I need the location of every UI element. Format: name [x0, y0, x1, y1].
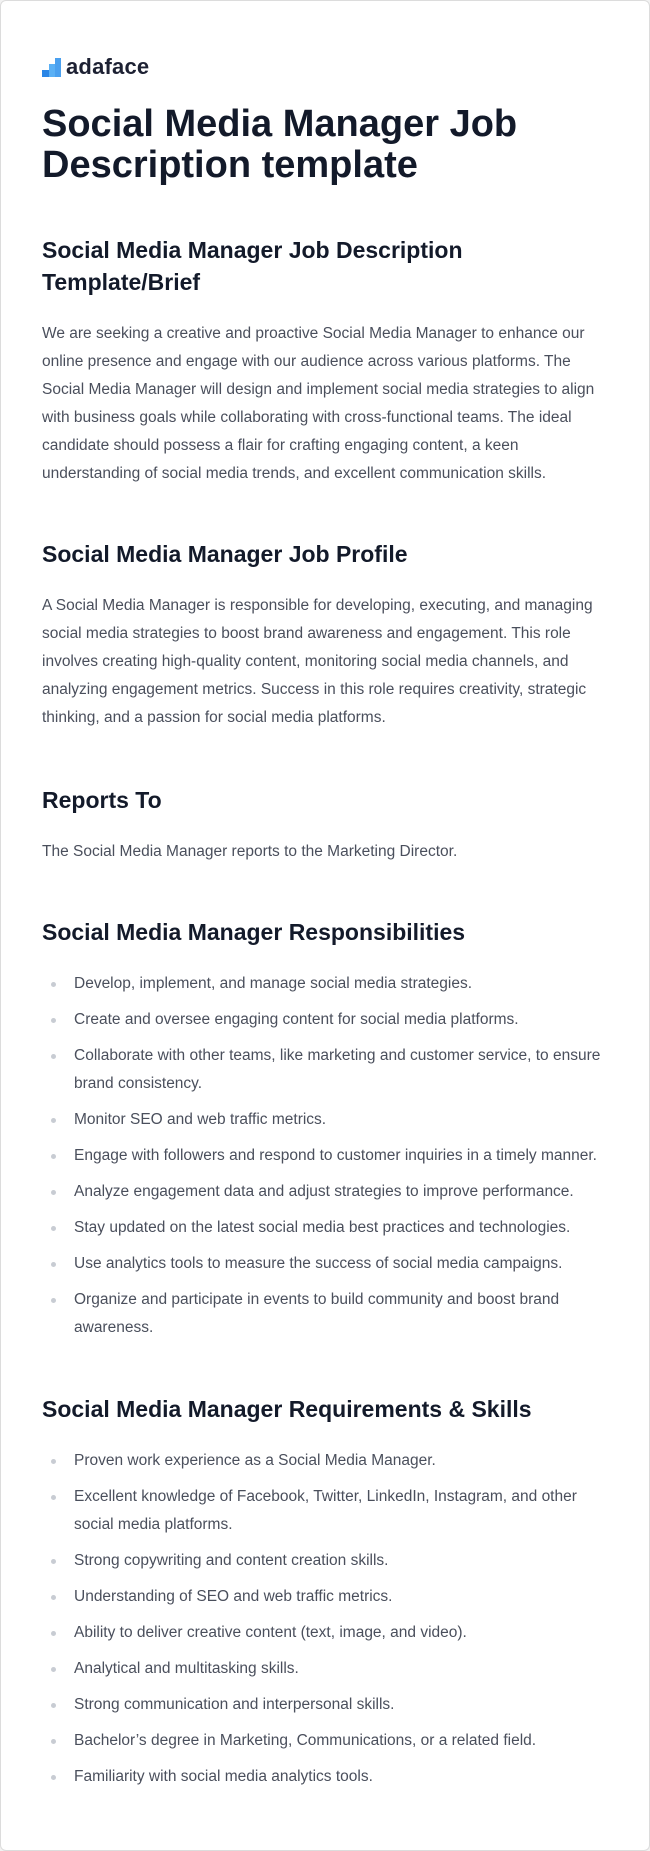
list-item: Familiarity with social media analytics tools.: [42, 1763, 616, 1791]
list-item: Understanding of SEO and web traffic metrics.: [42, 1583, 616, 1611]
list-item: Proven work experience as a Social Media Manager.: [42, 1447, 616, 1475]
brand-logo[interactable]: [42, 54, 149, 80]
section-brief: [42, 234, 616, 488]
requirements-list: [42, 1447, 616, 1791]
section-text: A Social Media Manager is responsible for developing, executing, and managing social media strategies to boost brand awareness and engagement. This role involves creating high-quality content, monitoring social media channels, and analyzing engagement metrics. Success in this role requires creativity, strategic thinking, and a passion for social media platforms.: [42, 597, 593, 726]
section-heading: Social Media Manager Responsibilities: [42, 919, 466, 945]
list-item: Use analytics tools to measure the success of social media campaigns.: [42, 1250, 616, 1278]
page-title: Social Media Manager Job Description template: [42, 103, 518, 186]
list-item: Strong copywriting and content creation skills.: [42, 1547, 616, 1575]
brand-name: adaface: [66, 54, 150, 79]
list-item: Analyze engagement data and adjust strategies to improve performance.: [42, 1178, 616, 1206]
responsibilities-list: [42, 970, 616, 1342]
adaface-logo-icon: [42, 58, 61, 77]
list-item: Ability to deliver creative content (text, image, and video).: [42, 1619, 616, 1647]
list-item: Engage with followers and respond to customer inquiries in a timely manner.: [42, 1142, 616, 1170]
section-heading: Reports To: [42, 787, 162, 813]
list-item: Excellent knowledge of Facebook, Twitter, LinkedIn, Instagram, and other social media platforms.: [42, 1483, 616, 1539]
section-heading: Social Media Manager Job Profile: [42, 541, 408, 567]
section-requirements: [42, 1393, 616, 1799]
section-responsibilities: [42, 916, 616, 1350]
list-item: Collaborate with other teams, like marketing and customer service, to ensure brand consistency.: [42, 1042, 616, 1098]
section-heading: Social Media Manager Job Description Template/Brief: [42, 237, 463, 295]
section-heading: Social Media Manager Requirements & Skills: [42, 1396, 532, 1422]
list-item: Bachelor’s degree in Marketing, Communications, or a related field.: [42, 1727, 616, 1755]
section-text: We are seeking a creative and proactive Social Media Manager to enhance our online presence and engage with our audience across various platforms. The Social Media Manager will design and implement social media strategies to align with business goals while collaborating with cross-functional teams. The ideal candidate should possess a flair for crafting engaging content, a keen understanding of social media trends, and excellent communication skills.: [42, 325, 595, 482]
section-profile: [42, 538, 616, 732]
list-item: Strong communication and interpersonal skills.: [42, 1691, 616, 1719]
list-item: Organize and participate in events to build community and boost brand awareness.: [42, 1286, 616, 1342]
list-item: Analytical and multitasking skills.: [42, 1655, 616, 1683]
section-reports-to: [42, 784, 616, 866]
list-item: Stay updated on the latest social media best practices and technologies.: [42, 1214, 616, 1242]
list-item: Create and oversee engaging content for social media platforms.: [42, 1006, 616, 1034]
list-item: Develop, implement, and manage social media strategies.: [42, 970, 616, 998]
list-item: Monitor SEO and web traffic metrics.: [42, 1106, 616, 1134]
section-text: The Social Media Manager reports to the Marketing Director.: [42, 843, 458, 860]
